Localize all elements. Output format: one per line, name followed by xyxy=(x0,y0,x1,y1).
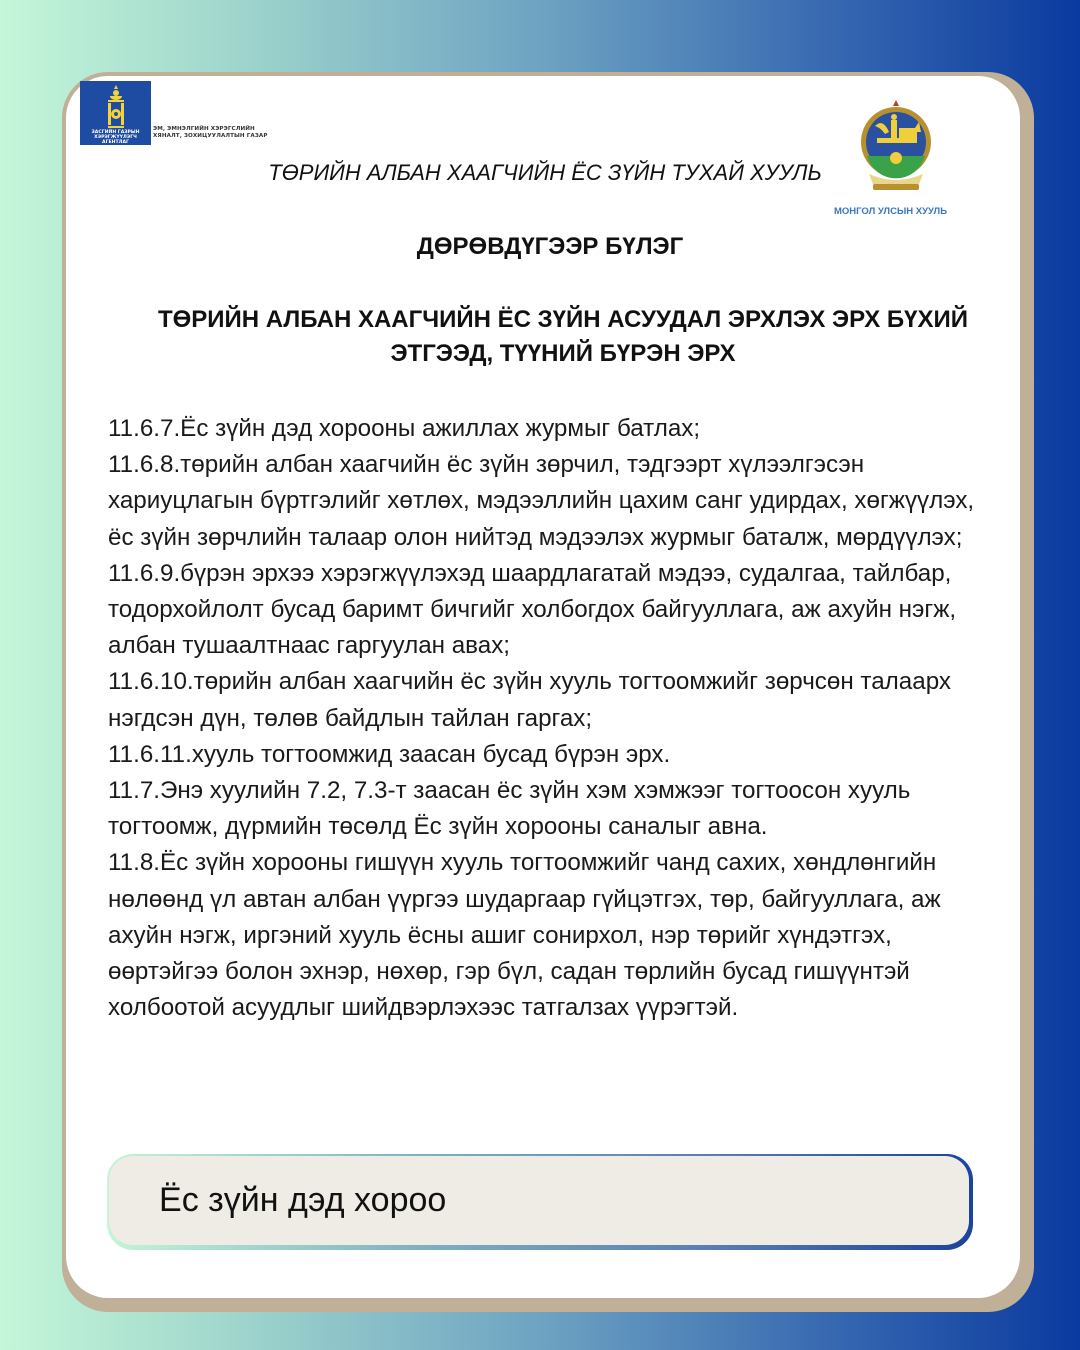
topic-label: Ёс зүйн дэд хороо xyxy=(159,1181,447,1219)
law-text xyxy=(108,411,1000,1026)
paragraph-11-7: 11.7.Энэ хуулийн 7.2, 7.3-т заасан ёс зүйн хэм хэмжээг тогтоосон хууль тогтоомж, дүрмийн төсөлд Ёс зүйн хорооны саналыг авна. xyxy=(108,777,911,841)
chapter-heading: ДӨРӨВДҮГЭЭР БҮЛЭГ xyxy=(416,233,684,260)
emblem-caption: МОНГОЛ УЛСЫН ХУУЛЬ xyxy=(834,206,948,217)
agency-name xyxy=(153,126,268,140)
law-title: ТӨРИЙН АЛБАН ХААГЧИЙН ЁС ЗҮЙН ТУХАЙ ХУУЛЬ xyxy=(268,160,822,185)
section-title-line1: ТӨРИЙН АЛБАН ХААГЧИЙН ЁС ЗҮЙН АСУУДАЛ ЭРХЛЭХ ЭРХ БҮХИЙ xyxy=(157,306,969,333)
topic-banner-inner xyxy=(109,1156,969,1245)
paragraph-11-6-11: 11.6.11.хууль тогтоомжид заасан бусад бүрэн эрх. xyxy=(108,740,671,768)
agency-name-line1: ЭМ, ЭМНЭЛГИЙН ХЭРЭГСЛИЙН xyxy=(153,126,255,132)
agency-name-line2: ХЯНАЛТ, ЗОХИЦУУЛАЛТЫН ГАЗАР xyxy=(153,133,268,139)
agency-logo-text: ЗАСГИЙН ГАЗРЫН ХЭРЭГЖҮҮЛЭГЧ АГЕНТЛАГ xyxy=(91,130,140,145)
agency-logo xyxy=(80,81,151,145)
paragraph-11-6-7: 11.6.7.Ёс зүйн дэд хорооны ажиллах журмыг батлах; xyxy=(108,415,701,442)
soyombo-icon xyxy=(101,85,131,129)
topic-banner xyxy=(107,1154,973,1250)
paragraph-11-6-10: 11.6.10.төрийн албан хаагчийн ёс зүйн хууль тогтоомжийг зөрчсөн талаарх нэгдсэн дүн, төлөв байдлын тайлан гаргах; xyxy=(108,668,951,732)
paragraph-11-8: 11.8.Ёс зүйн хорооны гишүүн хууль тогтоомжийг чанд сахих, хөндлөнгийн нөлөөнд үл автан албан үүргээ шударгаар гүйцэтгэх, төр, байгууллага, аж ахуйн нэгж, иргэний хууль ёсны ашиг сонирхол, нэр төрийг хүндэтгэх, өөртэйгээ болон эхнэр, нөхөр, гэр бүл, садан төрлийн бусад гишүүнтэй холбоотой асуудлыг шийдвэрлэхээс татгалзах үүрэгтэй. xyxy=(108,849,941,1022)
paragraph-11-6-8: 11.6.8.төрийн албан хаагчийн ёс зүйн зөрчил, тэдгээрт хүлээлгэсэн хариуцлагын бүртгэлийг хөтлөх, мэдээллийн цахим санг удирдах, хөгжүүлэх, ёс зүйн зөрчлийн талаар олон нийтэд мэдээлэх журмыг баталж, мөрдүүлэх; xyxy=(108,451,975,551)
section-title xyxy=(110,303,1008,371)
section-title-line2: ЭТГЭЭД, ТҮҮНИЙ БҮРЭН ЭРХ xyxy=(390,340,736,367)
paragraph-11-6-9: 11.6.9.бүрэн эрхээ хэрэгжүүлэхэд шаардлагатай мэдээ, судалгаа, тайлбар, тодорхойлолт бусад баримт бичгийг холбогдох байгууллага, аж ахуйн нэгж, албан тушаалтнаас гаргуулан авах; xyxy=(108,559,957,660)
